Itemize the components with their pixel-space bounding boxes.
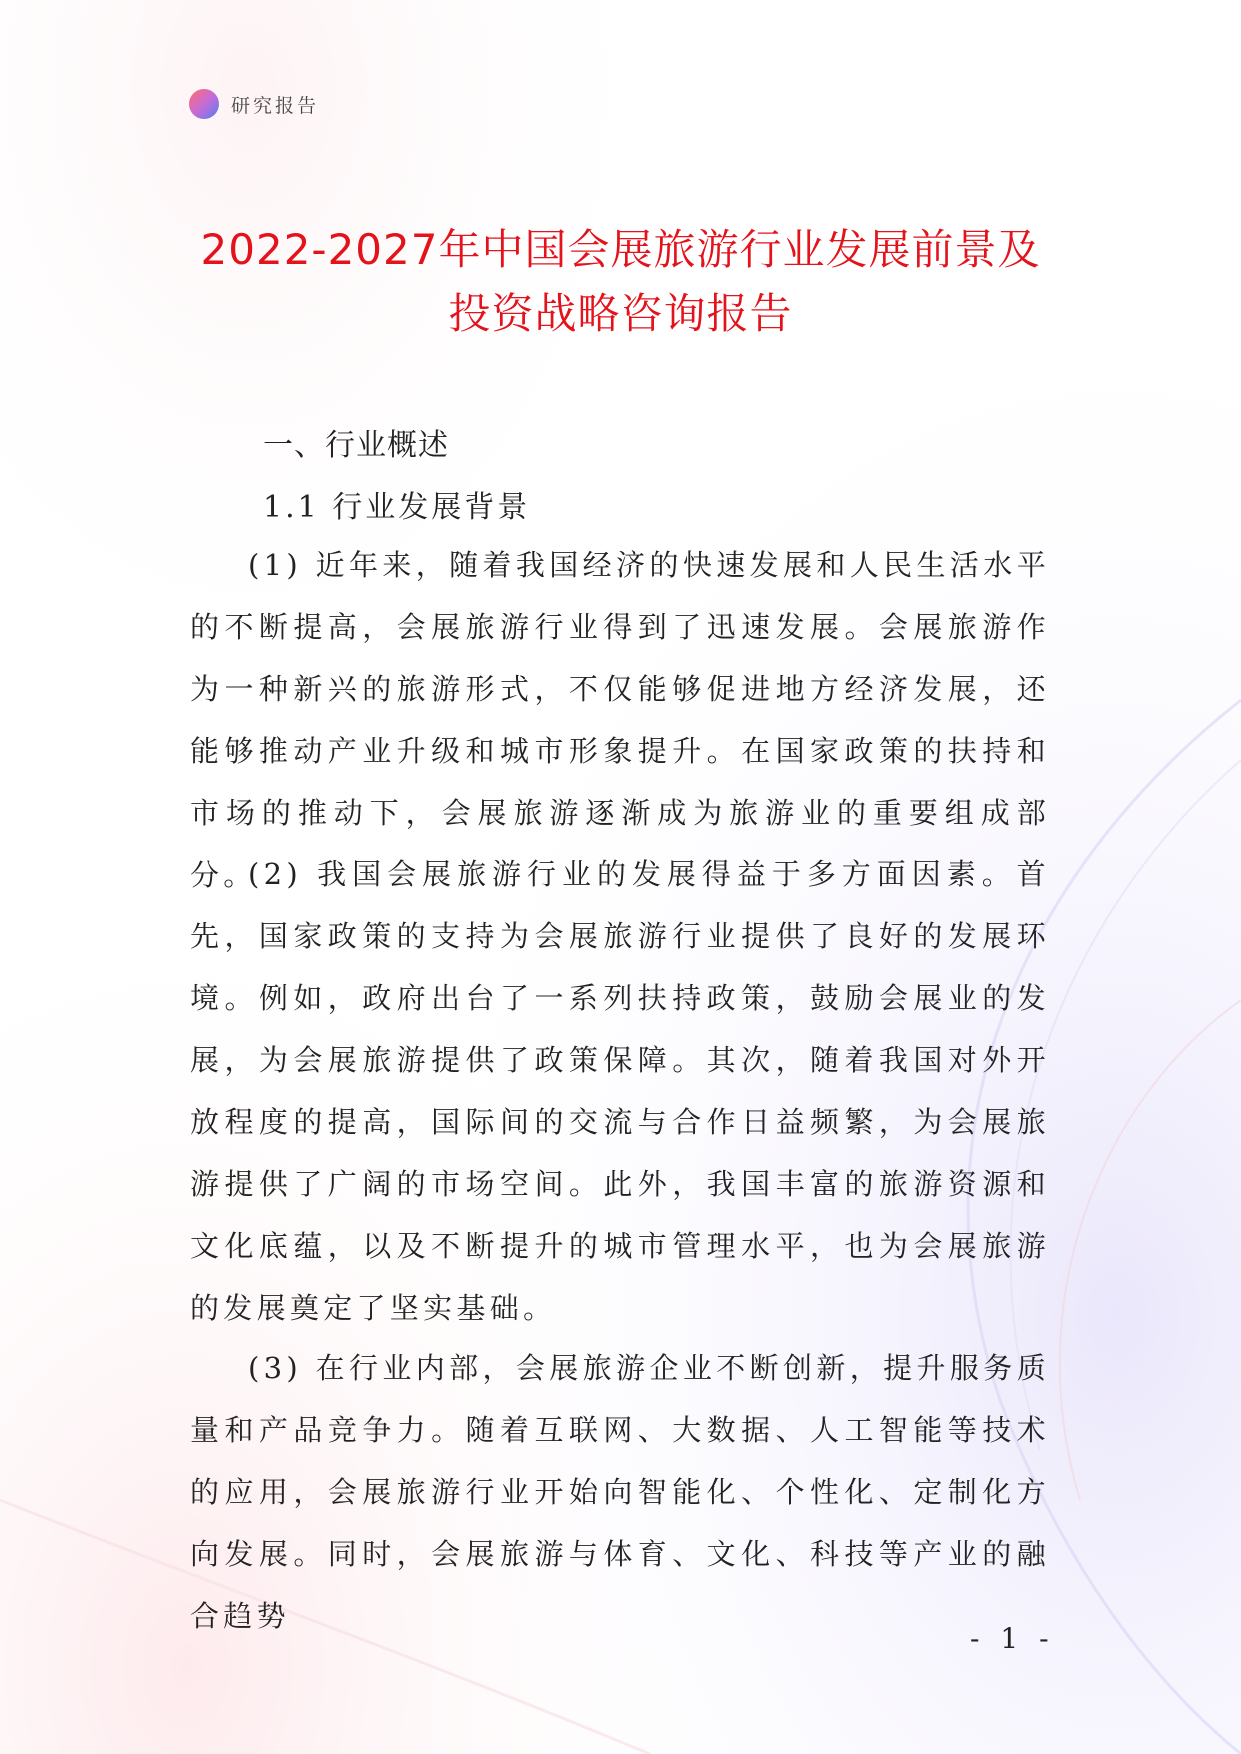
section-heading: 一、行业概述 [263,428,449,463]
header-label: 研究报告 [231,94,320,117]
page-number: - 1 - [970,1622,1055,1655]
title-line-1: 2022-2027年中国会展旅游行业发展前景及 [200,225,1041,274]
title-line-2: 投资战略咨询报告 [448,289,793,338]
paragraph-2: (2) 我国会展旅游行业的发展得益于多方面因素。首先，国家政策的支持为会展旅游行业提供了良好的发展环境。例如，政府出台了一系列扶持政策，鼓励会展业的发展，为会展旅游提供了政策保障。其次，随着我国对外开放程度的提高，国际间的交流与合作日益频繁，为会展旅游提供了广阔的市场空间。此外，我国丰富的旅游资源和文化底蕴，以及不断提升的城市管理水平，也为会展旅游的发展奠定了坚实基础。 [190,857,1050,1325]
subsection-heading: 1.1 行业发展背景 [263,490,531,525]
document-title [150,218,1091,346]
logo-icon [189,89,219,119]
paragraph-3: (3) 在行业内部，会展旅游企业不断创新，提升服务质量和产品竞争力。随着互联网、大数据、人工智能等技术的应用，会展旅游行业开始向智能化、个性化、定制化方向发展。同时，会展旅游与体育、文化、科技等产业的融合趋势 [190,1351,1050,1633]
report-header [189,88,319,120]
paragraph-1: (1) 近年来，随着我国经济的快速发展和人民生活水平的不断提高，会展旅游行业得到了迅速发展。会展旅游作为一种新兴的旅游形式，不仅能够促进地方经济发展，还能够推动产业升级和城市形象提升。在国家政策的扶持和市场的推动下，会展旅游逐渐成为旅游业的重要组成部分。 [190,548,1050,892]
